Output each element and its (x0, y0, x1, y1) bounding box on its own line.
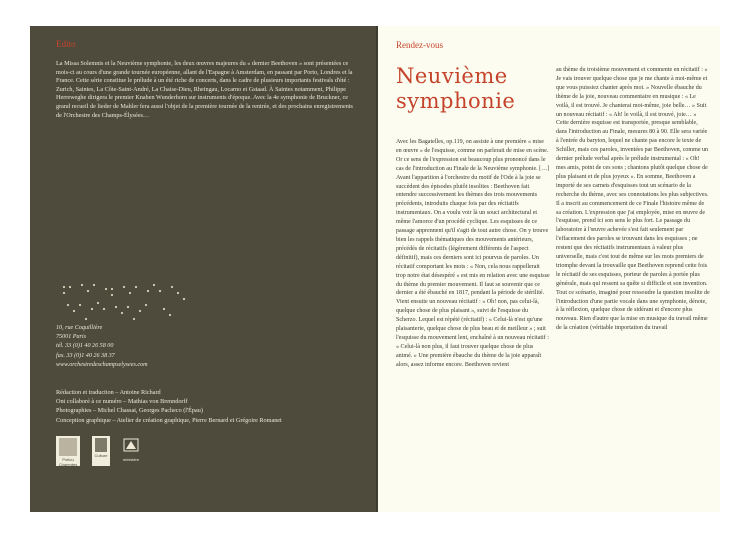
booklet-spread (30, 26, 720, 512)
sponsor-logos (56, 436, 186, 470)
headline-line-2: symphonie (396, 89, 516, 113)
credits-block (56, 388, 366, 425)
credit-line: Rédaction et traduction – Antoine Richard (56, 389, 161, 396)
region-logo: Poitou Charentes (56, 436, 80, 466)
credit-line: Conception graphique – Atelier de création graphique, Pierre Bernard et Grégoire Romanet (56, 416, 282, 424)
contact-block (56, 324, 148, 370)
fax: fax. 33 (0)1 40 26 38 37 (56, 352, 115, 359)
headline (396, 64, 515, 114)
address-line-2: 75001 Paris (56, 334, 86, 341)
headline-line-1: Neuvième (396, 64, 508, 88)
credit-line: Ont collaboré à ce numéro – Mathias von Brenndorff (56, 398, 188, 406)
credit-line: Photographies – Michel Chassat, Georges Pacheco (l'Épau) (56, 407, 203, 415)
article-column-1: Avec les Bagatelles, op.119, on assiste à une première « mise en œuvre » de l'esquisse, comme on parlerait de mise en scène. Or ce sens de l'expression est beaucoup plus prononcé dans le cas de l'introduction au Finale de la Neuvième symphonie. […] Avant l'apparition à l'orchestre du motif de l'Ode à la joie se succèdent des épisodes plutôt insolites : Beethoven fait entendre successivement les thèmes des trois mouvements précédents, introduits chaque fois par des récitatifs instrumentaux. On a voulu voir là un souci architectural et même l'amorce d'un procédé cyclique. Les esquisses de ce passage apprennent qu'il s'agit de tout autre chose. On y trouve bien les rappels thématiques des mouvements antérieurs, précédés de récitatifs (légèrement différents de l'aspect définitif), mais ces derniers sont ici pourvus de paroles. Un récitatif comportant les mots : « Non, cela nous rappellerait trop notre état désespéré » est mis en relation avec une esquisse du thème du premier mouvement. Il faut se souvenir que ce dernier a été ébauché en 1817, pendant la période de stérilité. Vient ensuite un nouveau récitatif : « Oh! non, pas celui-là, quelque chose de plus plaisant », suivi de l'esquisse du Scherzo. Lequel est répété (récitatif) : « Celui-là n'est qu'une plaisanterie, quelque chose de plus beau et de meilleur » ; suit l'esquisse du mouvement lent, enchaîné à un nouveau récitatif : « Celui-là non plus, il faut trouver quelque chose de plus animé. » Une première ébauche du thème de la joie apparaît alors, assez informe encore. Beethoven revient (396, 139, 550, 368)
edito-body: La Missa Solemnis et la Neuvième symphonie, les deux œuvres majeures du « dernier Beethoven » sont présentées ce mois-ci au cours d'une grande tournée européenne, allant de l'Espagne à Amsterdam, en passant par Porto, Londres et la France. Cette série constitue le prélude à un été riche de concerts, dans le cadre de plusieurs importants festivals d'été : Zurich, Saintes, La Côte-Saint-André, La Chaise-Dieu, Rheingau, Locarno et Gstaad. À Saintes notamment, Philippe Herreweghe dirigera le premier Knaben Wunderhorn sur instruments d'époque. Avec la 4e symphonie de Bruckner, ce grand recueil de lieder de Mahler fera aussi l'objet de la première tournée de la rentrée, et des prochains enregistrements de l'Orchestre des Champs-Élysées… (56, 60, 353, 119)
ministry-logo: ministère (120, 436, 142, 466)
right-page (378, 26, 720, 512)
left-page (30, 26, 378, 512)
flag-icon (120, 436, 142, 456)
culture-logo: Culture (92, 436, 110, 466)
article-column-2: au thème du troisième mouvement et commente en récitatif : « Je vais trouver quelque chose que je me chante à moi-même et que vous puissiez chanter après moi. » Nouvelle ébauche du thème de la joie, nouveau commentaire en musique : « Le voilà, il est trouvé. Je chanterai moi-même, joie belle… » Suit un nouveau récitatif : « Ah! le voilà, il est trouvé, joie… » Cette dernière esquisse est transportée, presque semblable, dans l'introduction au Finale, mesures 80 à 90. Elle sera variée à l'entrée du baryton, lequel ne chante pas encore le texte de Schiller, mais ces paroles, inventées par Beethoven, comme un dernier prélude verbal après le prélude instrumental : « Oh! mes amis, point de ces sons ; chantons plutôt quelque chose de plus plaisant et de plus joyeux ». En somme, Beethoven a importé de ses carnets d'esquisses tout un scénario de la recherche du thème, avec ses connotations les plus subjectives. Il a inscrit au commencement de ce Finale l'histoire même de sa création. L'expression que j'ai employée, mise en œuvre de l'esquisse, prend ici son sens le plus fort. Le passage du laboratoire à l'œuvre achevée s'est fait seulement par l'effacement des paroles se trouvant dans les esquisses ; ne restent que des récitatifs instrumentaux à valeur plus universelle, mais c'est tout de même sur les mots premiers de triomphe devant la trouvaille que Beethoven reprend cette fois le récitatif de ses esquisses, porteur de paroles à portée plus générale, mais qui ressent sa quête si difficile et son invention. Tout ce scénario, imaginé pour ressoudre la question insolite de l'introduction d'une partie vocale dans une symphonie, dénote, à la réflexion, quelque chose de sidérant et d'encore plus nouveau. Rien d'autre que la mise en musique du travail même de la création (véritable importation du travail (556, 67, 710, 332)
phone: tél. 33 (0)1 40 26 58 00 (56, 343, 114, 350)
section-title: Rendez-vous (396, 40, 443, 50)
dots-pattern-graphic (60, 281, 190, 323)
website-link[interactable]: www.orchestredeschampselysees.com (56, 361, 148, 368)
address-line-1: 10, rue Coquillière (56, 325, 103, 331)
edito-title: Edito (56, 39, 76, 49)
